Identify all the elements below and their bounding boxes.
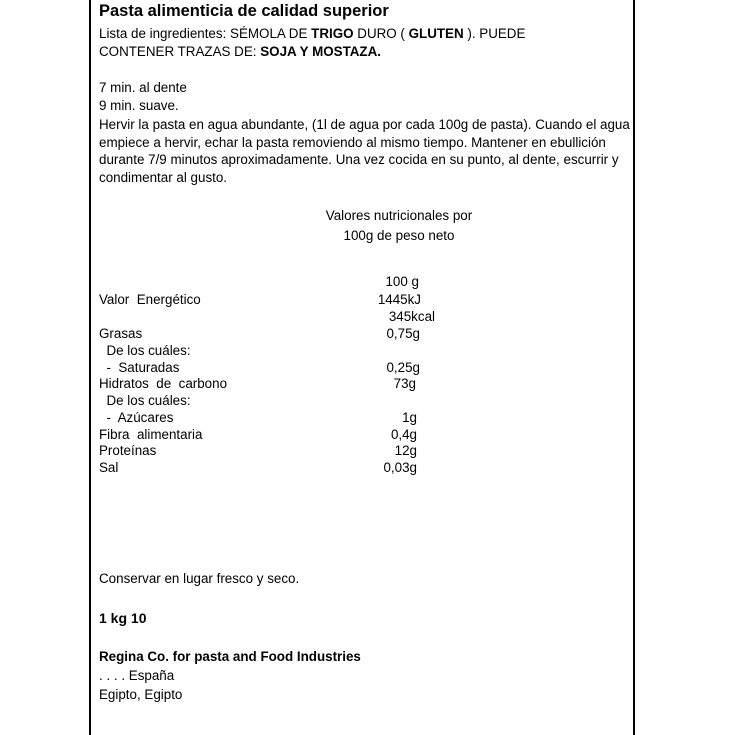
nutrition-header [299,206,499,246]
cooking-instructions: Hervir la pasta en agua abundante, (1l de agua por cada 100g de pasta). Cuando el agua empiece a hervir, echar la pasta removiendo al mismo tiempo. Mantener en ebullición durante 7/9 minutos aproximadamente. Una vez cocida en su punto, al dente, escurrir y condimentar al gusto. [99,117,630,185]
nutrition-row-value: 0,75g [386,326,420,341]
ingredients-suffix: ). PUEDE [463,26,526,41]
traces-allergens: SOJA Y MOSTAZA. [260,44,382,59]
ingredient-trigo: TRIGO [311,26,354,41]
nutrition-row-value: 0,25g [386,360,420,375]
manufacturer-name: Regina Co. for pasta and Food Industries [99,649,361,664]
allergen-gluten: GLUTEN [408,26,464,41]
product-title: Pasta alimenticia de calidad superior [99,2,389,20]
manufacturer-country: Egipto, Egipto [99,687,183,702]
nutrition-row-label: Proteínas [99,443,157,458]
nutrition-row-label: De los cuáles: [99,393,191,408]
cooking-time-suave: 9 min. suave. [99,98,179,113]
ingredients-line-1 [99,26,525,42]
nutrition-row-value: 0,03g [383,460,417,475]
ingredients-mid: DURO ( [353,26,409,41]
nutrition-row-label: Sal [99,460,119,475]
ingredients-prefix: Lista de ingredientes: SÉMOLA DE [99,26,312,41]
traces-prefix: CONTENER TRAZAS DE: [99,44,261,59]
manufacturer-origin: . . . . España [99,668,175,683]
nutrition-column-header: 100 g [385,274,419,289]
nutrition-header-line-1: Valores nutricionales por [325,208,473,223]
nutrition-row-label: Hidratos de carbono [99,376,228,391]
nutrition-row-value: 0,4g [390,427,417,442]
cooking-time-al-dente: 7 min. al dente [99,80,187,95]
nutrition-row-value: 12g [394,443,417,458]
nutrition-row-label: Grasas [99,326,143,341]
nutrition-row-value: 1g [402,410,417,425]
nutrition-row-value: 345kcal [388,309,435,324]
nutrition-row-label: - Saturadas [99,360,180,375]
net-weight: 1 kg 10 [99,610,147,626]
storage-instructions: Conservar en lugar fresco y seco. [99,571,300,586]
ingredients-line-2 [99,44,381,60]
nutrition-row-value: 73g [393,376,416,391]
nutrition-row-value: 1445kJ [377,292,421,307]
nutrition-row-label: Valor Energético [99,292,201,307]
nutrition-row-label: - Azúcares [99,410,174,425]
nutrition-row-label: Fibra alimentaria [99,427,203,442]
nutrition-row-label: De los cuáles: [99,343,191,358]
nutrition-header-line-2: 100g de peso neto [343,228,455,243]
